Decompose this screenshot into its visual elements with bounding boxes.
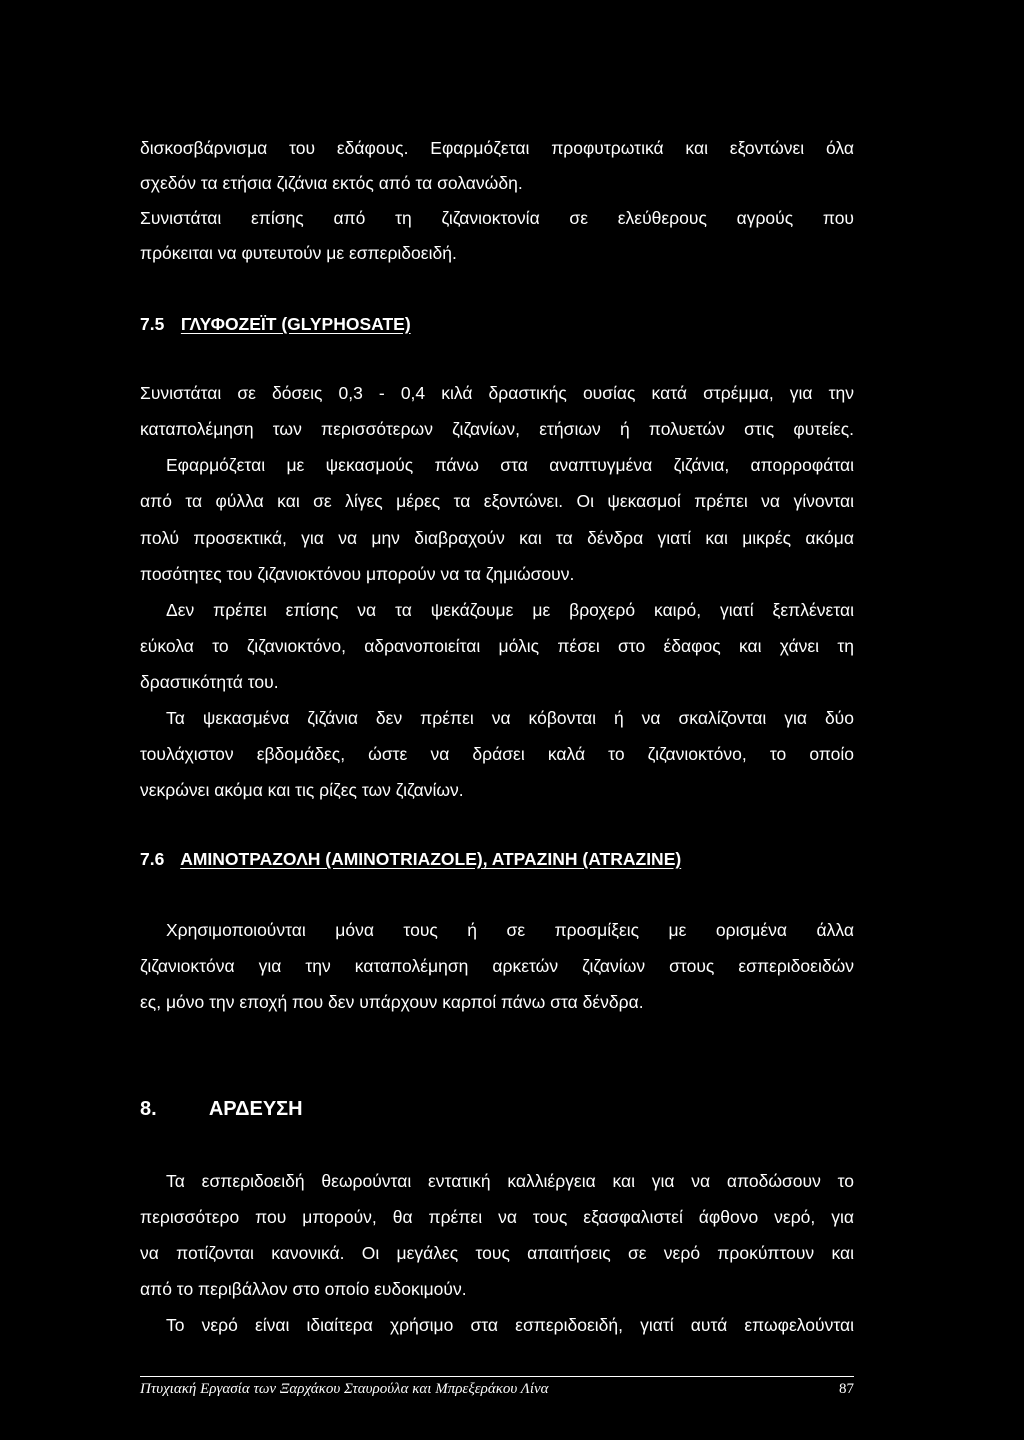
s75-line-12: νεκρώνει ακόμα και τις ρίζες των ζιζανίων. bbox=[140, 780, 464, 800]
section-8-heading bbox=[140, 1097, 303, 1121]
section-7-6-number: 7.6 bbox=[140, 849, 165, 869]
s75-line-1: Συνιστάται σε δόσεις 0,3 - 0,4 κιλά δραστικής ουσίας κατά στρέμμα, για την bbox=[140, 383, 854, 403]
s75-line-6: ποσότητες του ζιζανιοκτόνου μπορούν να τα ζημιώσουν. bbox=[140, 564, 575, 584]
s75-line-4: από τα φύλλα και σε λίγες μέρες τα εξοντώνει. Οι ψεκασμοί πρέπει να γίνονται bbox=[140, 491, 854, 511]
footer-text: Πτυχιακή Εργασία των Ξαρχάκου Σταυρούλα και Μπρεξεράκου Λίνα bbox=[140, 1381, 549, 1397]
s75-line-9: δραστικότητά του. bbox=[140, 672, 279, 692]
page-footer bbox=[140, 1376, 854, 1399]
s76-line-3: ες, μόνο την εποχή που δεν υπάρχουν καρποί πάνω στα δένδρα. bbox=[140, 992, 644, 1012]
page-number: 87 bbox=[839, 1381, 854, 1397]
s75-line-8: εύκολα το ζιζανιοκτόνο, αδρανοποιείται μόλις πέσει στο έδαφος και χάνει τη bbox=[140, 636, 854, 656]
section-7-5-title: ΓΛΥΦΟΖΕΪΤ (GLYPHOSATE) bbox=[180, 314, 411, 334]
intro-line-1: δισκοσβάρνισμα του εδάφους. Εφαρμόζεται προφυτρωτικά και εξοντώνει όλα bbox=[140, 138, 854, 158]
section-8-number: 8. bbox=[140, 1098, 157, 1120]
s76-line-2: ζιζανιοκτόνα για την καταπολέμηση αρκετών ζιζανίων στους εσπεριδοειδών bbox=[140, 956, 854, 976]
s75-line-5: πολύ προσεκτικά, για να μην διαβραχούν και τα δένδρα γιατί και μικρές ακόμα bbox=[140, 528, 854, 548]
s8-line-1: Τα εσπεριδοειδή θεωρούνται εντατική καλλιέργεια και για να αποδώσουν το bbox=[166, 1171, 854, 1191]
s75-line-10: Τα ψεκασμένα ζιζάνια δεν πρέπει να κόβονται ή να σκαλίζονται για δύο bbox=[166, 708, 854, 728]
s8-line-3: να ποτίζονται κανονικά. Οι μεγάλες τους απαιτήσεις σε νερό προκύπτουν και bbox=[140, 1243, 854, 1263]
s8-line-4: από το περιβάλλον στο οποίο ευδοκιμούν. bbox=[140, 1279, 467, 1299]
s75-line-3: Εφαρμόζεται με ψεκασμούς πάνω στα αναπτυγμένα ζιζάνια, απορροφάται bbox=[166, 455, 854, 475]
section-7-5-number: 7.5 bbox=[140, 314, 165, 334]
s75-line-11: τουλάχιστον εβδομάδες, ώστε να δράσει καλά το ζιζανιοκτόνο, το οποίο bbox=[140, 744, 854, 764]
section-7-6-title: ΑΜΙΝΟΤΡΑΖΟΛΗ (AMINOTRIAZOLE), ΑΤΡΑΖΙΝΗ (ATRAZINE) bbox=[180, 849, 682, 869]
section-7-6-heading bbox=[140, 848, 681, 870]
intro-line-3: Συνιστάται επίσης από τη ζιζανιοκτονία σε ελεύθερους αγρούς που bbox=[140, 208, 854, 228]
s75-line-2: καταπολέμηση των περισσότερων ζιζανίων, ετήσιων ή πολυετών στις φυτείες. bbox=[140, 419, 854, 439]
s75-line-7: Δεν πρέπει επίσης να τα ψεκάζουμε με βροχερό καιρό, γιατί ξεπλένεται bbox=[166, 600, 854, 620]
intro-line-2: σχεδόν τα ετήσια ζιζάνια εκτός από τα σολανώδη. bbox=[140, 173, 523, 193]
s8-line-5: Το νερό είναι ιδιαίτερα χρήσιμο στα εσπεριδοειδή, γιατί αυτά επωφελούνται bbox=[166, 1315, 854, 1335]
s8-line-2: περισσότερο που μπορούν, θα πρέπει να τους εξασφαλιστεί άφθονο νερό, για bbox=[140, 1207, 854, 1227]
intro-line-4: πρόκειται να φυτευτούν με εσπεριδοειδή. bbox=[140, 243, 457, 263]
s76-line-1: Χρησιμοποιούνται μόνα τους ή σε προσμίξεις με ορισμένα άλλα bbox=[166, 920, 854, 940]
section-8-title: ΑΡΔΕΥΣΗ bbox=[208, 1098, 303, 1120]
section-7-5-heading bbox=[140, 313, 411, 335]
